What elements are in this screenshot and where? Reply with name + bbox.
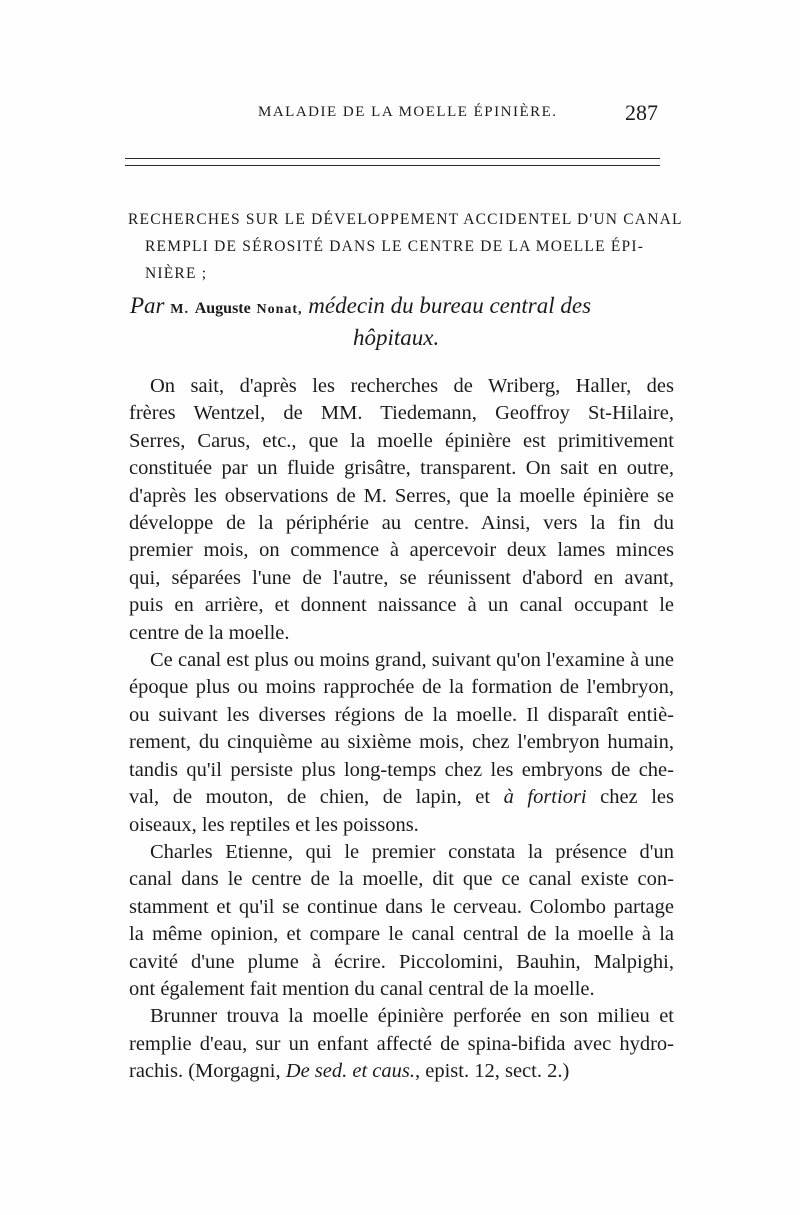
author-role-continued: hôpitaux. (353, 325, 440, 350)
text-line: centre de la moelle. (129, 621, 290, 644)
text-line: stamment et qu'il se continue dans le cerveau. Colombo partage (129, 895, 674, 918)
text-line: époque plus ou moins rapprochée de la formation de l'embryon, (129, 676, 674, 699)
author-role: médecin du bureau central des (308, 293, 592, 318)
text-line-mixed (129, 1058, 674, 1085)
byline-par: Par (130, 293, 165, 318)
text-line: Charles Etienne, qui le premier constata la présence d'un (150, 840, 674, 863)
italic-fragment: De sed. et caus. (285, 1060, 415, 1083)
text-line: On sait, d'après les recherches de Wriberg, Haller, des (150, 375, 674, 397)
text-line: développe de la périphérie au centre. Ainsi, vers la fin du (129, 512, 674, 535)
text-line: Brunner trouva la moelle épinière perforée en son milieu et (150, 1005, 674, 1028)
running-header (128, 100, 658, 130)
text-line: puis en arrière, et donnent naissance à un canal occupant le (129, 594, 674, 617)
text-line: ou suivant les diverses régions de la moelle. Il disparaît entiè- (129, 703, 674, 726)
text-line: constituée par un fluide grisâtre, transparent. On sait en outre, (129, 457, 674, 480)
page-number: 287 (625, 100, 658, 125)
running-title: MALADIE DE LA MOELLE ÉPINIÈRE. (258, 104, 558, 120)
text-line: la même opinion, et compare le canal central de la moelle à la (129, 923, 674, 946)
byline (130, 292, 675, 352)
text-line: canal dans le centre de la moelle, dit que ce canal existe con- (129, 868, 674, 891)
text-fragment: chez les (600, 786, 674, 809)
header-rule-top (125, 158, 660, 159)
text-fragment: rachis. (Morgagni, (129, 1060, 281, 1083)
author-first-name: Auguste (194, 300, 251, 317)
author-last-name: Nonat (256, 302, 299, 317)
byline-comma: , (298, 302, 303, 317)
article-title-line: NIÈRE ; (145, 265, 208, 282)
body-text (129, 373, 674, 1086)
text-line: tandis qu'il persiste plus long-temps chez les embryons de che- (129, 758, 674, 781)
text-line: d'après les observations de M. Serres, que la moelle épinière se (129, 484, 674, 507)
text-line: Ce canal est plus ou moins grand, suivant qu'on l'examine à une (150, 649, 674, 672)
text-line: oiseaux, les reptiles et les poissons. (129, 813, 419, 836)
italic-fragment: à fortiori (503, 786, 587, 809)
byline-title-m: M. (170, 302, 189, 317)
byline-line (130, 292, 675, 324)
header-rule-bottom (125, 165, 660, 166)
text-line: frères Wentzel, de MM. Tiedemann, Geoffroy St-Hilaire, (129, 402, 674, 425)
article-title-line: RECHERCHES SUR LE DÉVELOPPEMENT ACCIDENTEL D'UN CANAL (128, 211, 683, 228)
text-line: remplie d'eau, sur un enfant affecté de spina-bifida avec hydro- (129, 1032, 674, 1055)
text-line: qui, séparées l'une de l'autre, se réunissent d'abord en avant, (129, 566, 674, 589)
text-line: premier mois, on commence à apercevoir deux lames minces (129, 539, 674, 562)
text-line: cavité d'une plume à écrire. Piccolomini, Bauhin, Malpighi, (129, 950, 674, 973)
text-line: Serres, Carus, etc., que la moelle épinière est primitivement (129, 429, 674, 452)
text-line: ont également fait mention du canal central de la moelle. (129, 977, 595, 1000)
article-title-line: REMPLI DE SÉROSITÉ DANS LE CENTRE DE LA MOELLE ÉPI- (145, 238, 645, 255)
article-title (128, 206, 683, 287)
text-fragment: val, de mouton, de chien, de lapin, et (129, 786, 491, 809)
text-line-mixed (129, 784, 674, 811)
text-line: rement, du cinquième au sixième mois, chez l'embryon humain, (129, 731, 674, 754)
text-fragment: , epist. 12, sect. 2.) (415, 1060, 570, 1083)
